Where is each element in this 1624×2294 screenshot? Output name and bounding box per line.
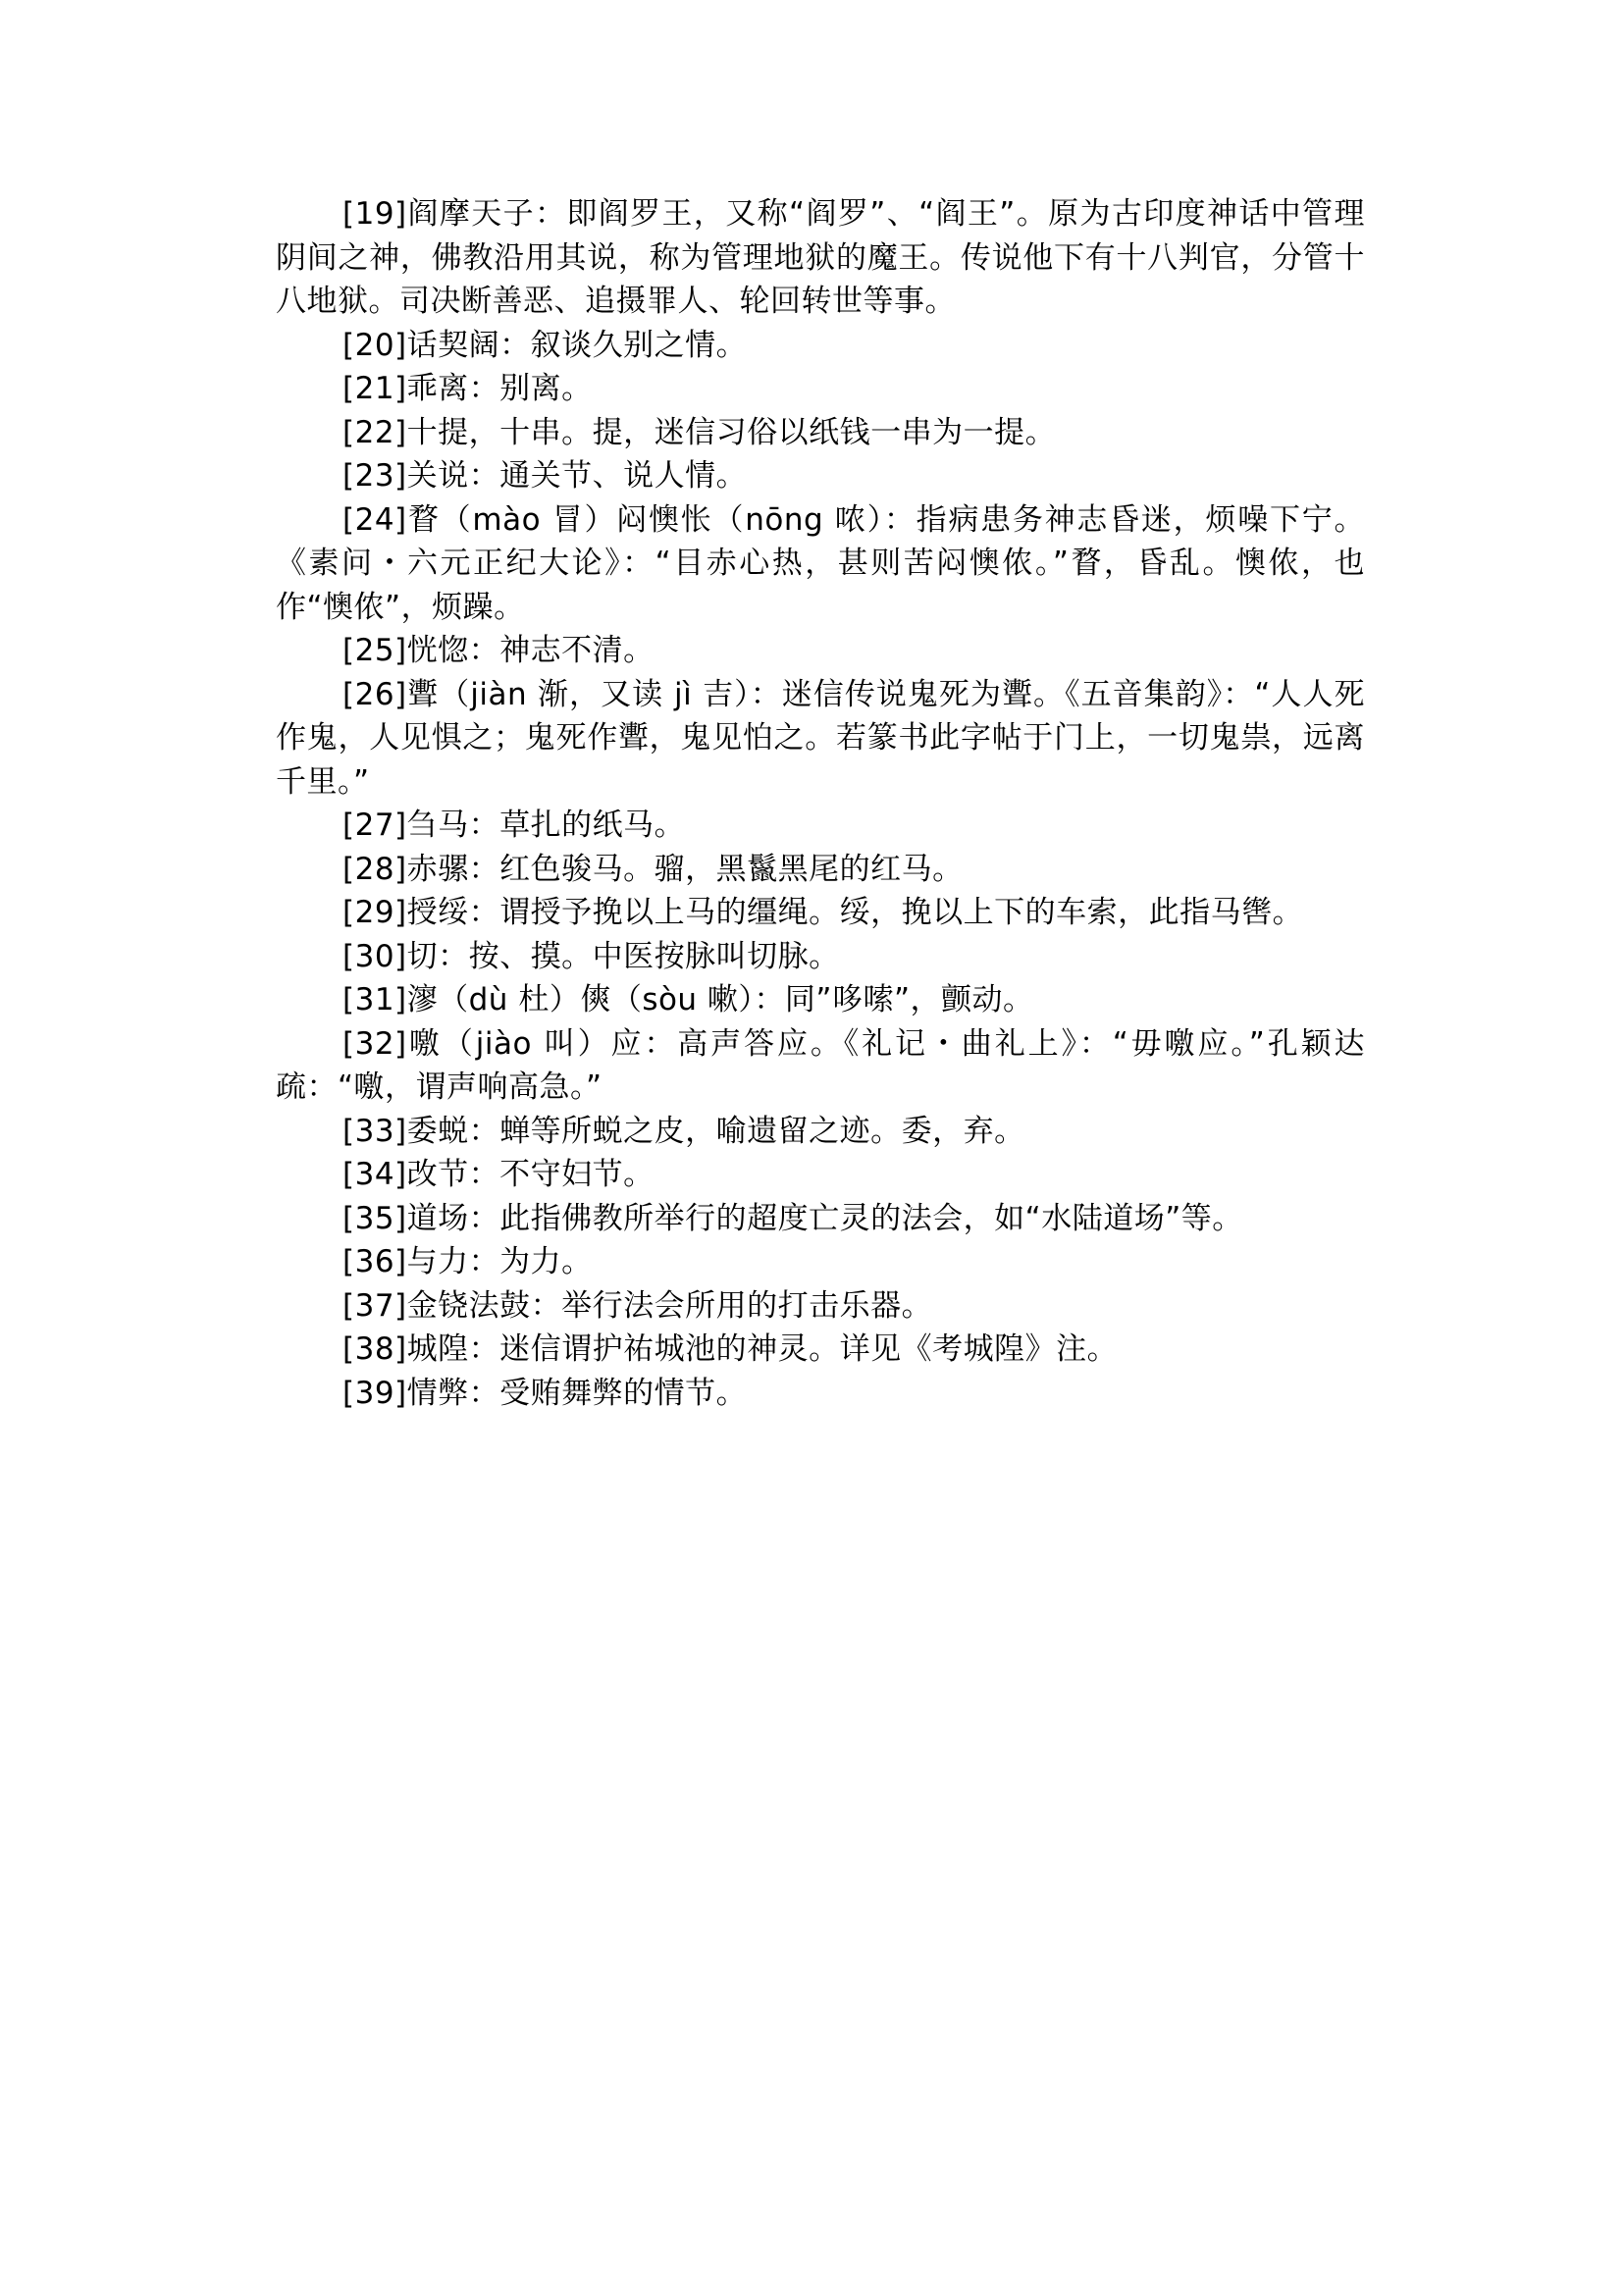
note-29: [29]授绥：谓授予挽以上马的缰绳。绥，挽以上下的车索，此指马辔。 [342, 895, 1304, 930]
note-39: [39]情弊：受贿舞弊的情节。 [342, 1375, 748, 1411]
note-28: [28]赤骡：红色骏马。骝，黑鬣黑尾的红马。 [342, 851, 964, 887]
note-26: [26]聻（jiàn 渐，又读 jì 吉）：迷信传说鬼死为聻。《五音集韵》：“人人死作鬼，人见惧之；鬼死作聻，鬼见怕之。若篆书此字帖于门上，一切鬼祟，远离千里。” [276, 676, 1365, 800]
note-23: [23]关说：通关节、说人情。 [342, 458, 748, 494]
note-32: [32]噭（jiào 叫）应：高声答应。《礼记・曲礼上》：“毋噭应。”孔颖达疏：“噭，谓声响高急。” [276, 1025, 1365, 1105]
note-34: [34]改节：不守妇节。 [342, 1157, 655, 1192]
note-21: [21]乖离：别离。 [342, 371, 593, 406]
note-31: [31]㵳（dù 杜）傸（sòu 嗽）：同”哆嗦”，颤动。 [342, 982, 1034, 1017]
note-27: [27]刍马：草扎的纸马。 [342, 808, 686, 843]
note-33: [33]委蜕：蝉等所蜕之皮，喻遗留之迹。委，弃。 [342, 1113, 1025, 1149]
note-19: [19]阎摩天子：即阎罗王，又称“阎罗”、“阎王”。原为古印度神话中管理阴间之神，佛教沿用其说，称为管理地狱的魔王。传说他下有十八判官，分管十八地狱。司决断善恶、追摄罪人、轮回转世等事。 [276, 196, 1365, 319]
note-37: [37]金铙法鼓：举行法会所用的打击乐器。 [342, 1287, 933, 1324]
note-22: [22]十提，十串。提，迷信习俗以纸钱一串为一提。 [342, 414, 1057, 450]
note-20: [20]话契阔：叙谈久别之情。 [342, 327, 748, 363]
note-36: [36]与力：为力。 [342, 1244, 593, 1279]
note-24: [24]瞀（mào 冒）闷懊怅（nōng 哝）：指病患务神志昏迷，烦噪下宁。《素问・六元正纪大论》：“目赤心热，甚则苦闷懊侬。”瞀，昏乱。懊侬，也作“懊侬”，烦躁。 [276, 501, 1365, 625]
note-30: [30]切：按、摸。中医按脉叫切脉。 [342, 938, 840, 974]
note-25: [25]恍惚：神志不清。 [342, 633, 655, 668]
note-35: [35]道场：此指佛教所举行的超度亡灵的法会，如“水陆道场”等。 [342, 1200, 1243, 1236]
note-38: [38]城隍：迷信谓护祐城池的神灵。详见《考城隍》注。 [342, 1331, 1119, 1367]
notes-page [276, 192, 1365, 1415]
